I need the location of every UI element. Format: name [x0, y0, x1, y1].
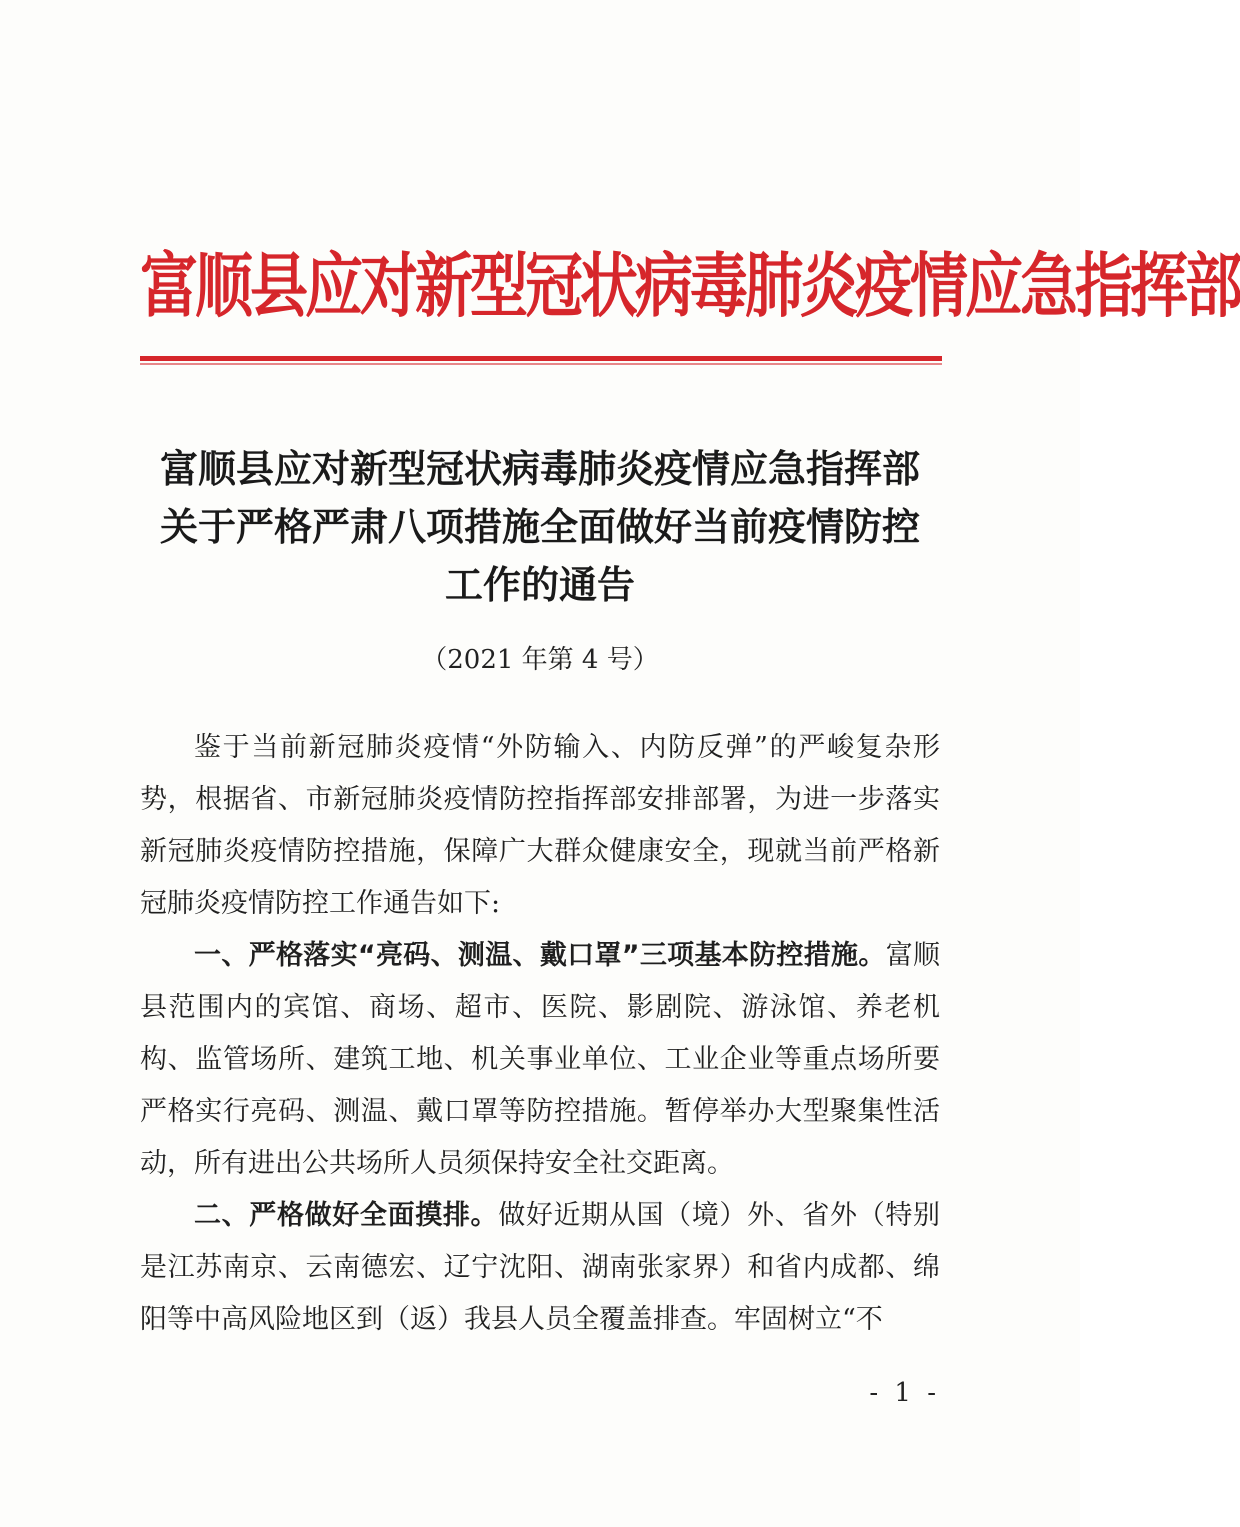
section-2-heading: 二、严格做好全面摸排。	[194, 1200, 499, 1231]
notice-title	[130, 440, 950, 614]
section-2-paragraph	[140, 1190, 940, 1346]
section-1-text: 富顺县范围内的宾馆、商场、超市、医院、影剧院、游泳馆、养老机构、监管场所、建筑工地、机关事业单位、工业企业等重点场所要严格实行亮码、测温、戴口罩等防控措施。暂停举办大型聚集性活动，所有进出公共场所人员须保持安全社交距离。	[140, 940, 941, 1179]
notice-title-line-2: 关于严格严肃八项措施全面做好当前疫情防控	[159, 505, 920, 549]
document-number: （2021 年第 4 号）	[421, 645, 659, 675]
letterhead-red-rule-thin	[140, 363, 942, 365]
letterhead-red-rule	[140, 356, 942, 361]
intro-paragraph: 鉴于当前新冠肺炎疫情“外防输入、内防反弹”的严峻复杂形势，根据省、市新冠肺炎疫情防控指挥部安排部署，为进一步落实新冠肺炎疫情防控措施，保障广大群众健康安全，现就当前严格新冠肺炎疫情防控工作通告如下:	[140, 732, 940, 919]
notice-title-line-3: 工作的通告	[444, 563, 635, 607]
section-2-text: 做好近期从国（境）外、省外（特别是江苏南京、云南德宏、辽宁沈阳、湖南张家界）和省内成都、绵阳等中高风险地区到（返）我县人员全覆盖排查。牢固树立“不	[140, 1200, 941, 1335]
section-1-paragraph	[140, 930, 940, 1190]
notice-body	[140, 722, 940, 1346]
section-1-heading: 一、严格落实“亮码、测温、戴口罩”三项基本防控措施。	[194, 940, 886, 971]
notice-title-line-1: 富顺县应对新型冠状病毒肺炎疫情应急指挥部	[159, 447, 920, 491]
page-number: - 1 -	[869, 1378, 940, 1408]
letterhead-org-name: 富顺县应对新型冠状病毒肺炎疫情应急指挥部	[140, 245, 1240, 327]
